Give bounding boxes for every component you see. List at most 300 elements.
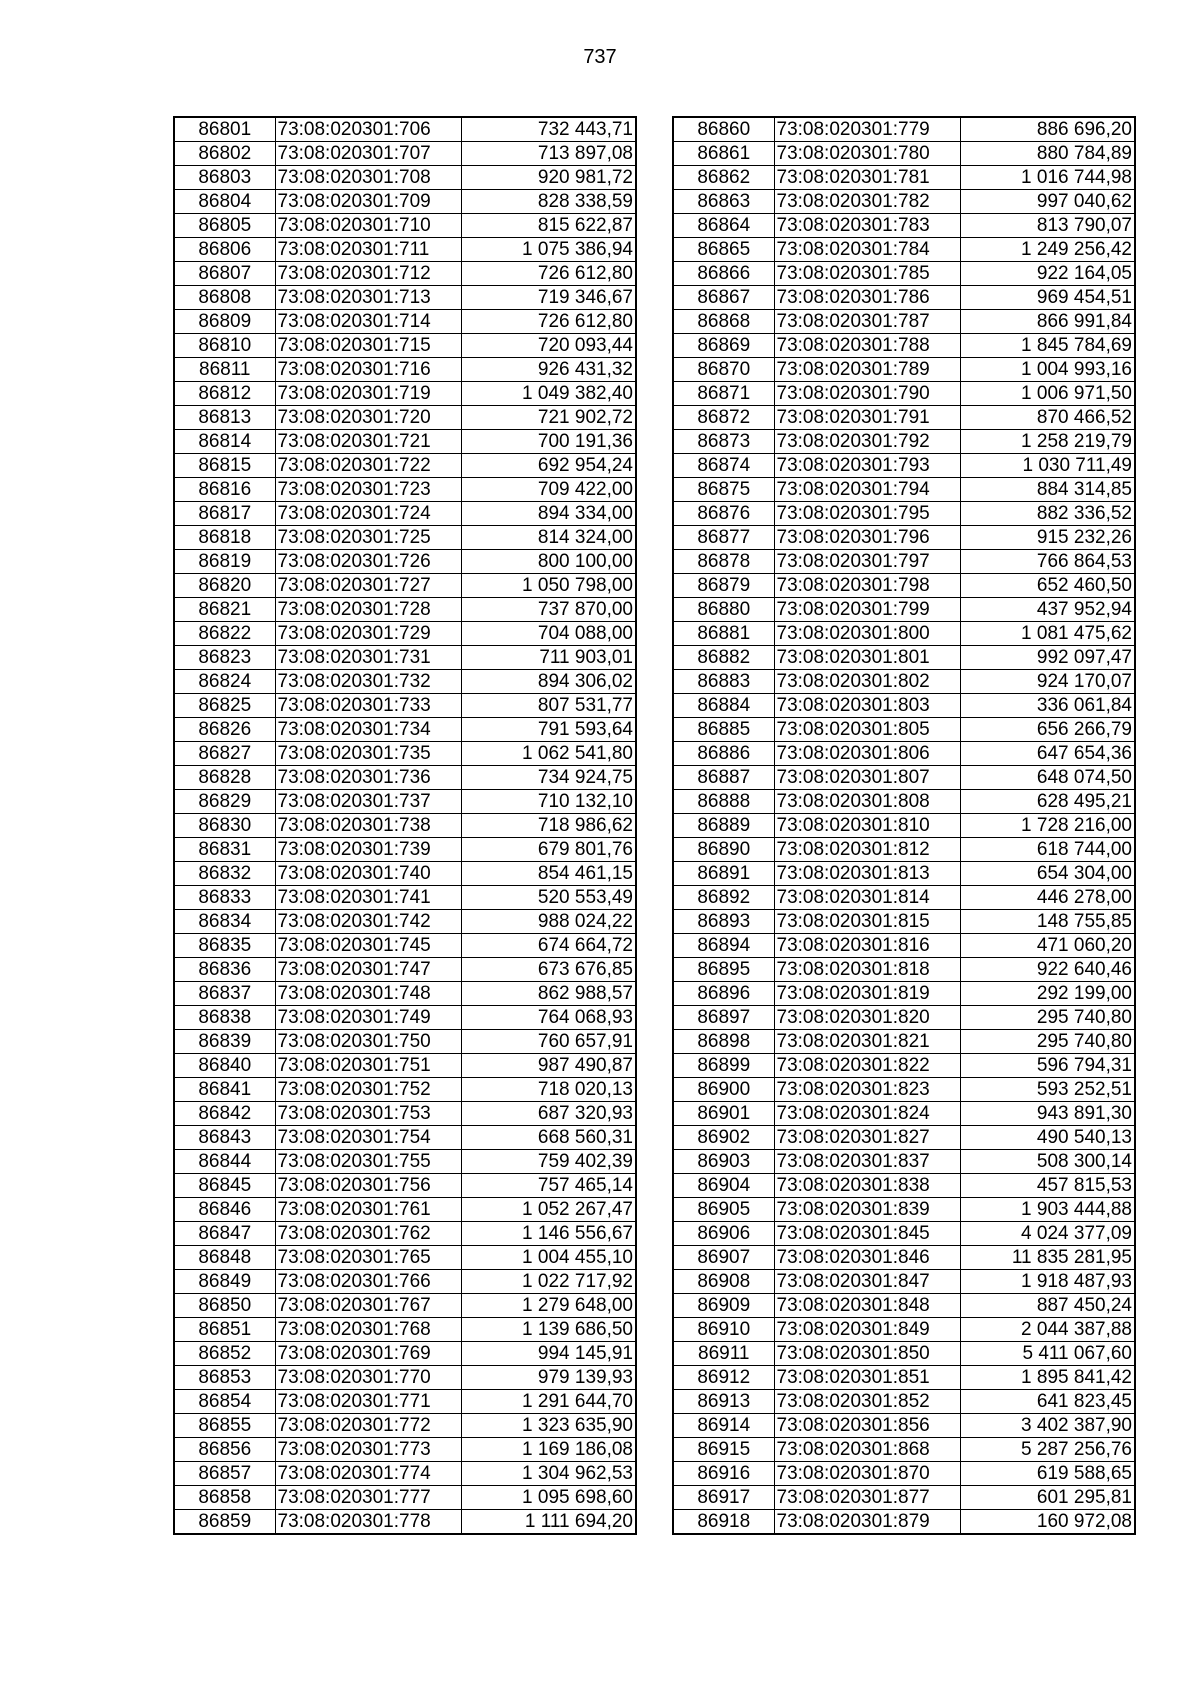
table-row [673,454,1135,478]
row-number-cell: 86812 [174,382,275,406]
row-number-cell: 86854 [174,1390,275,1414]
cadastral-number-cell: 73:08:020301:879 [774,1510,960,1535]
row-number-cell: 86886 [673,742,774,766]
value-cell: 648 074,50 [960,766,1135,790]
value-cell: 1 903 444,88 [960,1198,1135,1222]
row-number-cell: 86802 [174,142,275,166]
table-row [673,958,1135,982]
table-row [673,1126,1135,1150]
table-row [174,1054,636,1078]
cadastral-number-cell: 73:08:020301:719 [275,382,461,406]
table-row [673,382,1135,406]
table-row [673,598,1135,622]
table-row [174,358,636,382]
row-number-cell: 86894 [673,934,774,958]
cadastral-number-cell: 73:08:020301:777 [275,1486,461,1510]
row-number-cell: 86805 [174,214,275,238]
row-number-cell: 86913 [673,1390,774,1414]
table-row [174,214,636,238]
row-number-cell: 86908 [673,1270,774,1294]
cadastral-number-cell: 73:08:020301:807 [774,766,960,790]
value-cell: 295 740,80 [960,1006,1135,1030]
cadastral-number-cell: 73:08:020301:747 [275,958,461,982]
cadastral-number-cell: 73:08:020301:731 [275,646,461,670]
cadastral-number-cell: 73:08:020301:770 [275,1366,461,1390]
value-cell: 596 794,31 [960,1054,1135,1078]
row-number-cell: 86880 [673,598,774,622]
cadastral-table-left [173,116,637,1535]
row-number-cell: 86895 [673,958,774,982]
table-row [673,622,1135,646]
cadastral-number-cell: 73:08:020301:788 [774,334,960,358]
table-row [174,1318,636,1342]
value-cell: 1 016 744,98 [960,166,1135,190]
cadastral-number-cell: 73:08:020301:851 [774,1366,960,1390]
row-number-cell: 86914 [673,1414,774,1438]
value-cell: 601 295,81 [960,1486,1135,1510]
value-cell: 1 146 556,67 [461,1222,636,1246]
row-number-cell: 86887 [673,766,774,790]
row-number-cell: 86910 [673,1318,774,1342]
value-cell: 1 049 382,40 [461,382,636,406]
cadastral-number-cell: 73:08:020301:751 [275,1054,461,1078]
value-cell: 618 744,00 [960,838,1135,862]
table-row [673,1078,1135,1102]
cadastral-number-cell: 73:08:020301:795 [774,502,960,526]
value-cell: 1 052 267,47 [461,1198,636,1222]
value-cell: 915 232,26 [960,526,1135,550]
value-cell: 737 870,00 [461,598,636,622]
row-number-cell: 86829 [174,790,275,814]
cadastral-number-cell: 73:08:020301:740 [275,862,461,886]
row-number-cell: 86901 [673,1102,774,1126]
row-number-cell: 86804 [174,190,275,214]
value-cell: 471 060,20 [960,934,1135,958]
table-row [673,1150,1135,1174]
row-number-cell: 86899 [673,1054,774,1078]
row-number-cell: 86875 [673,478,774,502]
row-number-cell: 86839 [174,1030,275,1054]
cadastral-number-cell: 73:08:020301:767 [275,1294,461,1318]
cadastral-number-cell: 73:08:020301:819 [774,982,960,1006]
row-number-cell: 86843 [174,1126,275,1150]
value-cell: 734 924,75 [461,766,636,790]
table-row [174,1510,636,1535]
value-cell: 446 278,00 [960,886,1135,910]
table-row [673,358,1135,382]
cadastral-number-cell: 73:08:020301:877 [774,1486,960,1510]
value-cell: 894 306,02 [461,670,636,694]
cadastral-number-cell: 73:08:020301:713 [275,286,461,310]
table-row [174,934,636,958]
value-cell: 1 095 698,60 [461,1486,636,1510]
cadastral-number-cell: 73:08:020301:722 [275,454,461,478]
cadastral-number-cell: 73:08:020301:726 [275,550,461,574]
row-number-cell: 86867 [673,286,774,310]
row-number-cell: 86840 [174,1054,275,1078]
value-cell: 593 252,51 [960,1078,1135,1102]
cadastral-number-cell: 73:08:020301:798 [774,574,960,598]
value-cell: 1 022 717,92 [461,1270,636,1294]
row-number-cell: 86842 [174,1102,275,1126]
cadastral-number-cell: 73:08:020301:750 [275,1030,461,1054]
table-row [673,1246,1135,1270]
cadastral-number-cell: 73:08:020301:734 [275,718,461,742]
row-number-cell: 86891 [673,862,774,886]
table-row [174,478,636,502]
table-row [174,310,636,334]
value-cell: 807 531,77 [461,694,636,718]
table-row [174,838,636,862]
value-cell: 920 981,72 [461,166,636,190]
value-cell: 800 100,00 [461,550,636,574]
value-cell: 1 304 962,53 [461,1462,636,1486]
row-number-cell: 86828 [174,766,275,790]
row-number-cell: 86838 [174,1006,275,1030]
row-number-cell: 86911 [673,1342,774,1366]
table-row [174,1198,636,1222]
value-cell: 814 324,00 [461,526,636,550]
cadastral-number-cell: 73:08:020301:715 [275,334,461,358]
row-number-cell: 86809 [174,310,275,334]
table-row [673,1198,1135,1222]
value-cell: 3 402 387,90 [960,1414,1135,1438]
value-cell: 679 801,76 [461,838,636,862]
value-cell: 997 040,62 [960,190,1135,214]
cadastral-number-cell: 73:08:020301:732 [275,670,461,694]
value-cell: 1 728 216,00 [960,814,1135,838]
cadastral-number-cell: 73:08:020301:849 [774,1318,960,1342]
cadastral-number-cell: 73:08:020301:769 [275,1342,461,1366]
row-number-cell: 86818 [174,526,275,550]
cadastral-number-cell: 73:08:020301:724 [275,502,461,526]
table-row [174,262,636,286]
value-cell: 1 918 487,93 [960,1270,1135,1294]
value-cell: 880 784,89 [960,142,1135,166]
table-row [174,238,636,262]
value-cell: 654 304,00 [960,862,1135,886]
value-cell: 1 004 455,10 [461,1246,636,1270]
row-number-cell: 86860 [673,117,774,142]
value-cell: 943 891,30 [960,1102,1135,1126]
table-row [174,862,636,886]
table-body [174,117,636,1534]
row-number-cell: 86847 [174,1222,275,1246]
cadastral-number-cell: 73:08:020301:813 [774,862,960,886]
cadastral-number-cell: 73:08:020301:785 [774,262,960,286]
row-number-cell: 86856 [174,1438,275,1462]
cadastral-number-cell: 73:08:020301:780 [774,142,960,166]
value-cell: 760 657,91 [461,1030,636,1054]
table-row [174,550,636,574]
table-row [673,1342,1135,1366]
value-cell: 721 902,72 [461,406,636,430]
table-row [673,1102,1135,1126]
row-number-cell: 86855 [174,1414,275,1438]
table-row [174,382,636,406]
row-number-cell: 86822 [174,622,275,646]
table-row [174,742,636,766]
value-cell: 719 346,67 [461,286,636,310]
table-row [673,1222,1135,1246]
cadastral-number-cell: 73:08:020301:748 [275,982,461,1006]
row-number-cell: 86806 [174,238,275,262]
row-number-cell: 86900 [673,1078,774,1102]
cadastral-number-cell: 73:08:020301:756 [275,1174,461,1198]
cadastral-number-cell: 73:08:020301:799 [774,598,960,622]
row-number-cell: 86857 [174,1462,275,1486]
cadastral-number-cell: 73:08:020301:802 [774,670,960,694]
cadastral-number-cell: 73:08:020301:707 [275,142,461,166]
cadastral-number-cell: 73:08:020301:856 [774,1414,960,1438]
row-number-cell: 86917 [673,1486,774,1510]
table-row [174,958,636,982]
cadastral-number-cell: 73:08:020301:870 [774,1462,960,1486]
cadastral-number-cell: 73:08:020301:850 [774,1342,960,1366]
row-number-cell: 86897 [673,1006,774,1030]
cadastral-table-right [672,116,1136,1535]
row-number-cell: 86888 [673,790,774,814]
row-number-cell: 86905 [673,1198,774,1222]
cadastral-number-cell: 73:08:020301:790 [774,382,960,406]
table-row [673,1270,1135,1294]
value-cell: 520 553,49 [461,886,636,910]
table-row [673,166,1135,190]
row-number-cell: 86877 [673,526,774,550]
table-row [174,646,636,670]
cadastral-number-cell: 73:08:020301:706 [275,117,461,142]
cadastral-number-cell: 73:08:020301:838 [774,1174,960,1198]
row-number-cell: 86882 [673,646,774,670]
cadastral-number-cell: 73:08:020301:801 [774,646,960,670]
cadastral-number-cell: 73:08:020301:800 [774,622,960,646]
table-body [673,117,1135,1534]
value-cell: 692 954,24 [461,454,636,478]
row-number-cell: 86871 [673,382,774,406]
cadastral-number-cell: 73:08:020301:737 [275,790,461,814]
value-cell: 884 314,85 [960,478,1135,502]
value-cell: 988 024,22 [461,910,636,934]
value-cell: 709 422,00 [461,478,636,502]
cadastral-number-cell: 73:08:020301:711 [275,238,461,262]
table-row [673,406,1135,430]
value-cell: 994 145,91 [461,1342,636,1366]
value-cell: 295 740,80 [960,1030,1135,1054]
cadastral-number-cell: 73:08:020301:741 [275,886,461,910]
cadastral-number-cell: 73:08:020301:818 [774,958,960,982]
row-number-cell: 86826 [174,718,275,742]
value-cell: 1 845 784,69 [960,334,1135,358]
row-number-cell: 86807 [174,262,275,286]
value-cell: 490 540,13 [960,1126,1135,1150]
table-row [174,1366,636,1390]
table-row [174,406,636,430]
cadastral-number-cell: 73:08:020301:727 [275,574,461,598]
row-number-cell: 86864 [673,214,774,238]
table-row [673,1414,1135,1438]
row-number-cell: 86892 [673,886,774,910]
value-cell: 641 823,45 [960,1390,1135,1414]
value-cell: 726 612,80 [461,310,636,334]
cadastral-number-cell: 73:08:020301:773 [275,1438,461,1462]
table-row [174,1270,636,1294]
table-row [673,1462,1135,1486]
cadastral-number-cell: 73:08:020301:839 [774,1198,960,1222]
table-row [673,262,1135,286]
value-cell: 764 068,93 [461,1006,636,1030]
cadastral-number-cell: 73:08:020301:814 [774,886,960,910]
table-row [673,190,1135,214]
cadastral-number-cell: 73:08:020301:755 [275,1150,461,1174]
row-number-cell: 86896 [673,982,774,1006]
cadastral-number-cell: 73:08:020301:821 [774,1030,960,1054]
value-cell: 148 755,85 [960,910,1135,934]
value-cell: 4 024 377,09 [960,1222,1135,1246]
table-row [174,334,636,358]
table-row [174,1174,636,1198]
table-row [174,1462,636,1486]
value-cell: 987 490,87 [461,1054,636,1078]
table-row [673,910,1135,934]
cadastral-number-cell: 73:08:020301:765 [275,1246,461,1270]
cadastral-number-cell: 73:08:020301:837 [774,1150,960,1174]
cadastral-number-cell: 73:08:020301:868 [774,1438,960,1462]
value-cell: 711 903,01 [461,646,636,670]
cadastral-number-cell: 73:08:020301:781 [774,166,960,190]
row-number-cell: 86889 [673,814,774,838]
table-row [174,574,636,598]
table-row [174,1102,636,1126]
row-number-cell: 86833 [174,886,275,910]
cadastral-number-cell: 73:08:020301:848 [774,1294,960,1318]
value-cell: 718 020,13 [461,1078,636,1102]
value-cell: 894 334,00 [461,502,636,526]
table-row [174,142,636,166]
row-number-cell: 86801 [174,117,275,142]
table-row [673,718,1135,742]
row-number-cell: 86873 [673,430,774,454]
row-number-cell: 86835 [174,934,275,958]
cadastral-number-cell: 73:08:020301:766 [275,1270,461,1294]
value-cell: 732 443,71 [461,117,636,142]
cadastral-number-cell: 73:08:020301:745 [275,934,461,958]
row-number-cell: 86904 [673,1174,774,1198]
value-cell: 922 164,05 [960,262,1135,286]
cadastral-number-cell: 73:08:020301:794 [774,478,960,502]
value-cell: 757 465,14 [461,1174,636,1198]
row-number-cell: 86865 [673,238,774,262]
table-row [673,1006,1135,1030]
value-cell: 1 139 686,50 [461,1318,636,1342]
cadastral-number-cell: 73:08:020301:720 [275,406,461,430]
row-number-cell: 86803 [174,166,275,190]
row-number-cell: 86915 [673,1438,774,1462]
value-cell: 1 279 648,00 [461,1294,636,1318]
table-row [673,694,1135,718]
cadastral-number-cell: 73:08:020301:738 [275,814,461,838]
row-number-cell: 86825 [174,694,275,718]
cadastral-number-cell: 73:08:020301:782 [774,190,960,214]
value-cell: 870 466,52 [960,406,1135,430]
table-row [673,526,1135,550]
table-row [174,1438,636,1462]
table-row [673,814,1135,838]
row-number-cell: 86874 [673,454,774,478]
value-cell: 668 560,31 [461,1126,636,1150]
cadastral-number-cell: 73:08:020301:806 [774,742,960,766]
table-row [673,670,1135,694]
value-cell: 1 062 541,80 [461,742,636,766]
table-row [673,886,1135,910]
cadastral-number-cell: 73:08:020301:742 [275,910,461,934]
cadastral-number-cell: 73:08:020301:783 [774,214,960,238]
table-row [673,934,1135,958]
cadastral-number-cell: 73:08:020301:710 [275,214,461,238]
cadastral-number-cell: 73:08:020301:762 [275,1222,461,1246]
table-row [174,526,636,550]
row-number-cell: 86813 [174,406,275,430]
cadastral-number-cell: 73:08:020301:772 [275,1414,461,1438]
row-number-cell: 86907 [673,1246,774,1270]
table-row [174,598,636,622]
cadastral-number-cell: 73:08:020301:845 [774,1222,960,1246]
row-number-cell: 86834 [174,910,275,934]
table-row [174,886,636,910]
value-cell: 862 988,57 [461,982,636,1006]
value-cell: 882 336,52 [960,502,1135,526]
value-cell: 457 815,53 [960,1174,1135,1198]
row-number-cell: 86820 [174,574,275,598]
value-cell: 1 081 475,62 [960,622,1135,646]
value-cell: 619 588,65 [960,1462,1135,1486]
row-number-cell: 86893 [673,910,774,934]
cadastral-number-cell: 73:08:020301:723 [275,478,461,502]
value-cell: 726 612,80 [461,262,636,286]
table-row [174,190,636,214]
row-number-cell: 86902 [673,1126,774,1150]
table-row [174,1222,636,1246]
value-cell: 815 622,87 [461,214,636,238]
value-cell: 437 952,94 [960,598,1135,622]
row-number-cell: 86858 [174,1486,275,1510]
cadastral-number-cell: 73:08:020301:822 [774,1054,960,1078]
table-row [673,478,1135,502]
value-cell: 1 258 219,79 [960,430,1135,454]
table-row [174,1246,636,1270]
cadastral-number-cell: 73:08:020301:784 [774,238,960,262]
value-cell: 1 249 256,42 [960,238,1135,262]
table-row [673,646,1135,670]
table-row [673,142,1135,166]
row-number-cell: 86814 [174,430,275,454]
value-cell: 813 790,07 [960,214,1135,238]
value-cell: 791 593,64 [461,718,636,742]
cadastral-number-cell: 73:08:020301:708 [275,166,461,190]
table-row [174,1486,636,1510]
value-cell: 710 132,10 [461,790,636,814]
row-number-cell: 86850 [174,1294,275,1318]
table-row [673,286,1135,310]
value-cell: 887 450,24 [960,1294,1135,1318]
cadastral-number-cell: 73:08:020301:729 [275,622,461,646]
value-cell: 1 291 644,70 [461,1390,636,1414]
value-cell: 1 895 841,42 [960,1366,1135,1390]
value-cell: 5 411 067,60 [960,1342,1135,1366]
row-number-cell: 86884 [673,694,774,718]
row-number-cell: 86859 [174,1510,275,1535]
value-cell: 866 991,84 [960,310,1135,334]
cadastral-number-cell: 73:08:020301:786 [774,286,960,310]
